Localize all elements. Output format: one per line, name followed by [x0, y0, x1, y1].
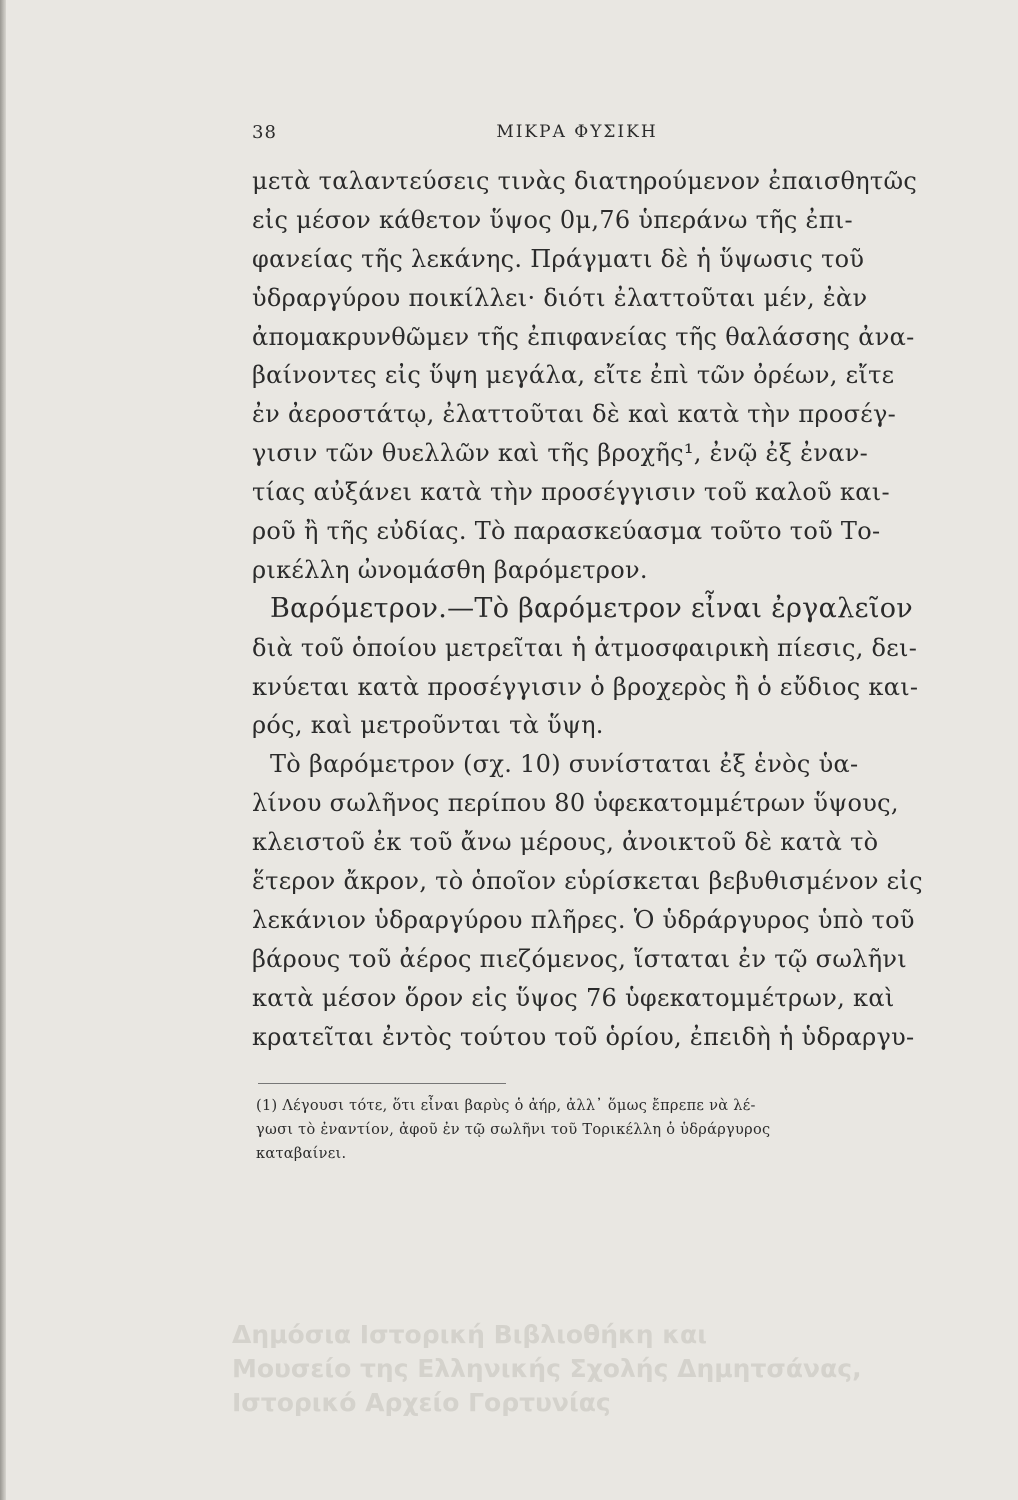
text-line: λίνου σωλῆνος περίπου 80 ὑφεκατομμέτρων ὕψους,	[252, 789, 899, 818]
paragraph-start-line: Τὸ βαρόμετρον (σχ. 10) συνίσταται ἐξ ἑνὸς ὑα-	[270, 750, 859, 779]
text-line: κρατεῖται ἐντὸς τούτου τοῦ ὁρίου, ἐπειδὴ ἡ ὑδραργυ-	[252, 1022, 915, 1051]
footnote	[256, 1094, 906, 1166]
text-line: ρός, καὶ μετροῦνται τὰ ὕψη.	[252, 711, 604, 740]
section-heading-line: Βαρόμετρον.—Τὸ βαρόμετρον εἶναι ἐργαλεῖον	[270, 592, 913, 624]
page-number: 38	[252, 122, 277, 143]
text-line: γισιν τῶν θυελλῶν καὶ τῆς βροχῆς¹, ἐνῷ ἐξ ἐναν-	[252, 439, 869, 468]
text-line: βαίνοντες εἰς ὕψη μεγάλα, εἴτε ἐπὶ τῶν ὀρέων, εἴτε	[252, 361, 895, 390]
watermark-line: Μουσείο της Ελληνικής Σχολής Δημητσάνας,	[232, 1354, 862, 1383]
running-title: ΜΙΚΡΑ ΦΥΣΙΚΗ	[496, 122, 658, 142]
text-line: ἕτερον ἄκρον, τὸ ὁποῖον εὑρίσκεται βεβυθισμένον εἰς	[252, 867, 923, 896]
text-line: τίας αὐξάνει κατὰ τὴν προσέγγισιν τοῦ καλοῦ και-	[252, 478, 890, 507]
watermark-line: Ιστορικό Αρχείο Γορτυνίας	[232, 1388, 611, 1417]
library-watermark	[232, 1318, 992, 1420]
text-line: ροῦ ἢ τῆς εὐδίας. Τὸ παρασκεύασμα τοῦτο τοῦ Το-	[252, 517, 881, 546]
text-line: βάρους τοῦ ἀέρος πιεζόμενος, ἵσταται ἐν τῷ σωλῆνι	[252, 944, 907, 973]
body-text	[252, 162, 923, 1056]
text-line: εἰς μέσον κάθετον ὕψος 0μ,76 ὑπεράνω τῆς ἐπι-	[252, 205, 853, 234]
text-line: κνύεται κατὰ προσέγγισιν ὁ βροχερὸς ἢ ὁ εὔδιος και-	[252, 672, 919, 701]
text-line: μετὰ ταλαντεύσεις τινὰς διατηρούμενον ἐπαισθητῶς	[252, 167, 918, 195]
text-line: κλειστοῦ ἐκ τοῦ ἄνω μέρους, ἀνοικτοῦ δὲ κατὰ τὸ	[252, 828, 879, 857]
text-line: ἀπομακρυνθῶμεν τῆς ἐπιφανείας τῆς θαλάσσης ἀνα-	[252, 322, 915, 351]
page-edge-shadow	[0, 0, 6, 1500]
watermark-line: Δημόσια Ιστορική Βιβλιοθήκη και	[232, 1320, 707, 1349]
footnote-divider	[258, 1083, 506, 1084]
footnote-line: καταβαίνει.	[256, 1146, 347, 1162]
text-line: ρικέλλη ὠνομάσθη βαρόμετρον.	[252, 555, 648, 584]
text-line: διὰ τοῦ ὁποίου μετρεῖται ἡ ἀτμοσφαιρικὴ πίεσις, δει-	[252, 633, 918, 662]
footnote-line: (1) Λέγουσι τότε, ὅτι εἶναι βαρὺς ὁ ἀήρ, ἀλλ᾽ ὅμως ἔπρεπε νὰ λέ-	[256, 1098, 756, 1114]
text-line: λεκάνιον ὑδραργύρου πλῆρες. Ὁ ὑδράργυρος ὑπὸ τοῦ	[252, 905, 915, 934]
text-line: ἐν ἀεροστάτῳ, ἐλαττοῦται δὲ καὶ κατὰ τὴν προσέγ-	[252, 400, 897, 429]
text-line: κατὰ μέσον ὅρον εἰς ὕψος 76 ὑφεκατομμέτρων, καὶ	[252, 983, 895, 1012]
page-header	[252, 122, 902, 152]
text-line: φανείας τῆς λεκάνης. Πράγματι δὲ ἡ ὕψωσις τοῦ	[252, 244, 865, 273]
text-line: ὑδραργύρου ποικίλλει· διότι ἐλαττοῦται μέν, ἐὰν	[252, 283, 868, 312]
footnote-line: γωσι τὸ ἐναντίον, ἀφοῦ ἐν τῷ σωλῆνι τοῦ Τορικέλλη ὁ ὑδράργυρος	[256, 1122, 771, 1138]
